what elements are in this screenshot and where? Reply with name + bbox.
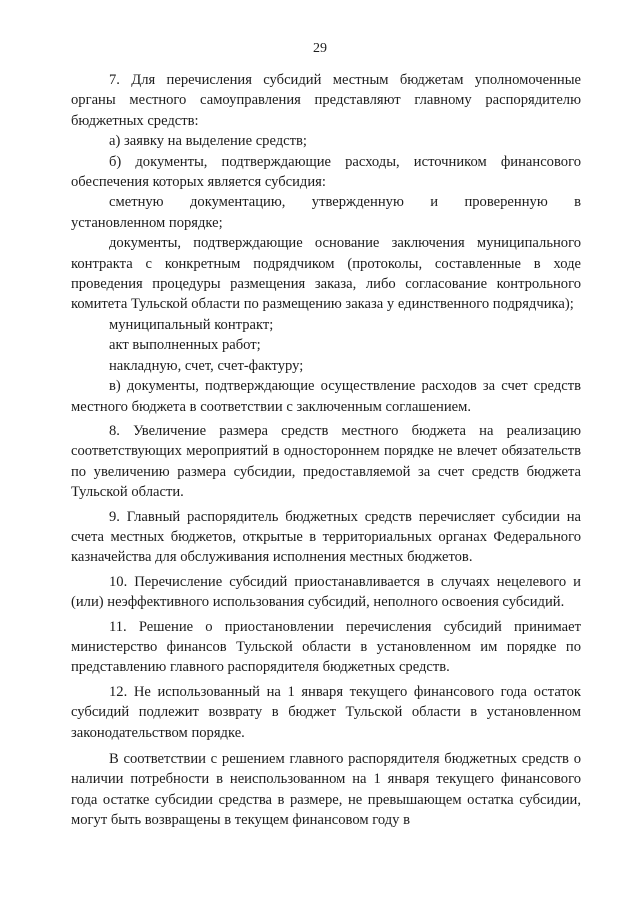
list-item-invoices: накладную, счет, счет-фактуру;	[109, 357, 304, 374]
paragraph-8: 8. Увеличение размера средств местного бюджета на реализацию соответствующих мероприятий в одностороннем порядке не влечет обязательств по увеличению размера субсидии, предоставляемой за счет средств бюджета Тульской области.	[71, 422, 581, 501]
item-v-local-budget-documents: в) документы, подтверждающие осуществление расходов за счет средств местного бюджета в соответствии с заключенным соглашением.	[71, 378, 581, 415]
document-body	[71, 70, 581, 831]
item-a-request: а) заявку на выделение средств;	[109, 133, 307, 150]
paragraph-return-decision: В соответствии с решением главного распорядителя бюджетных средств о наличии потребности в неиспользованном на 1 января текущего финансового года остатке субсидии средства в размере, не превышающем остатка субсидии, могут быть возвращены в текущем финансовом году в	[71, 751, 581, 829]
list-item-municipal-contract: муниципальный контракт;	[109, 316, 274, 333]
list-item-estimate-documentation-tail: установленном порядке;	[71, 214, 223, 231]
item-b-documents: б) документы, подтверждающие расходы, источником финансового обеспечения которых является субсидия:	[71, 153, 581, 191]
paragraph-10: 10. Перечисление субсидий приостанавливается в случаях нецелевого и (или) неэффективного использования субсидий, неполного освоения субсидий.	[71, 573, 581, 611]
paragraph-12: 12. Не использованный на 1 января текущего финансового года остаток субсидий подлежит возврату в бюджет Тульской области в установленном законодательством порядке.	[71, 683, 581, 741]
page-number: 29	[313, 41, 327, 56]
list-item-contract-basis-documents: документы, подтверждающие основание заключения муниципального контракта с конкретным подрядчиком (протоколы, составленные в ходе проведения процедуры размещения заказа, либо согласование контрольного комитета Тульской области по размещению заказа у единственного подрядчика);	[71, 235, 581, 313]
list-item-estimate-documentation: сметную документацию, утвержденную и проверенную в	[109, 194, 581, 211]
list-item-work-acceptance-act: акт выполненных работ;	[109, 337, 261, 354]
paragraph-7: 7. Для перечисления субсидий местным бюджетам уполномоченные органы местного самоуправления представляют главному распорядителю бюджетных средств:	[71, 72, 581, 129]
paragraph-11: 11. Решение о приостановлении перечисления субсидий принимает министерство финансов Тульской области в установленном им порядке по представлению главного распорядителя бюджетных средств.	[71, 618, 581, 676]
paragraph-9: 9. Главный распорядитель бюджетных средств перечисляет субсидии на счета местных бюджетов, открытые в территориальных органах Федерального казначейства для обслуживания исполнения местных бюджетов.	[71, 508, 581, 566]
